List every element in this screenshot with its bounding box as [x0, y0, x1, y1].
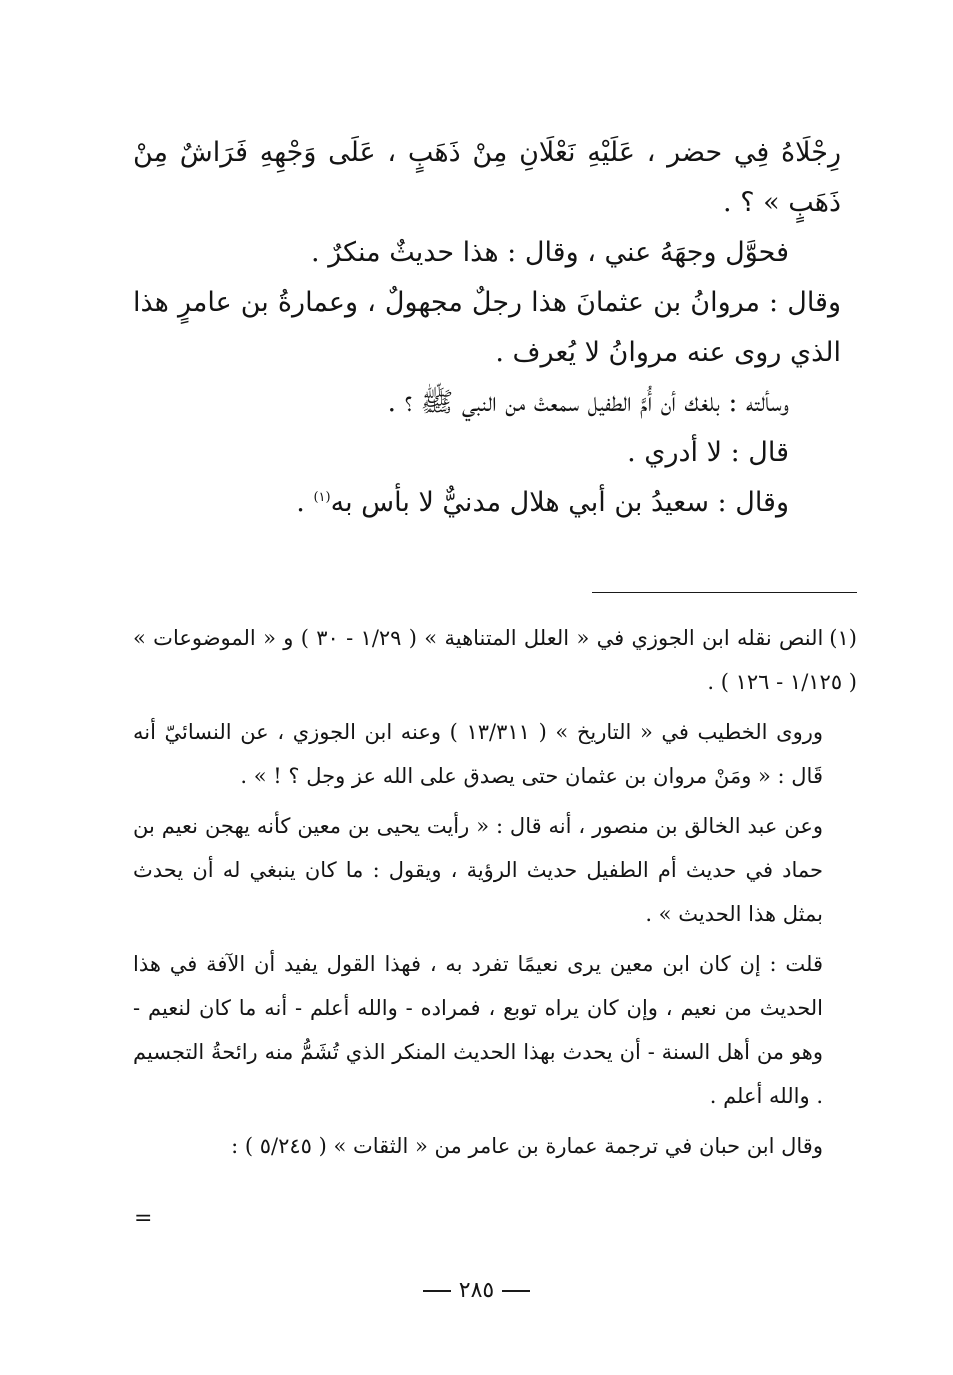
- main-paragraph: وقال : مروانُ بن عثمانَ هذا رجلٌ مجهولٌ ، وعمارةُ بن عامرٍ هذا الذي روى عنه مروانُ لا يُعرف .: [133, 287, 841, 368]
- main-paragraph-text: وقال : سعيدُ بن أبي هلال مدنيٌّ لا بأس به: [330, 487, 789, 518]
- dash-left: [502, 1290, 530, 1292]
- footnote-reference: (١): [313, 490, 331, 505]
- main-paragraph-with-note: [133, 478, 841, 528]
- footnotes: [133, 616, 857, 1174]
- footnote-number: (١): [829, 626, 857, 650]
- footnote-text: النص نقله ابن الجوزي في « العلل المتناهية » ( ١/٢٩ - ٣٠ ) و « الموضوعات » ( ١/١٢٥ - ١٢٦ ) .: [133, 626, 857, 694]
- main-paragraph: قال : لا أدري .: [627, 437, 789, 468]
- footnote-paragraph: قلت : إن كان ابن معين يرى نعيمًا تفرد به ، فهذا القول يفيد أن الآفة في هذا الحديث من نعيم ، وإن كان يراه توبع ، فمراده - والله أعلم - أنه ما كان لنعيم - وهو من أهل السنة - أن يحدث بهذا الحديث المنكر الذي تُشَمُّ منه رائحةُ التجسيم . والله أعلم .: [133, 952, 823, 1108]
- main-paragraph: وسألته : بلغك أن أُمَّ الطفيل سمعتْ من النبي ﷺ ؟ .: [387, 387, 789, 418]
- footnote-paragraph: وعن عبد الخالق بن منصور ، أنه قال : « رأيت يحيى بن معين كأنه يهجن نعيم بن حماد في حديث أم الطفيل حديث الرؤية ، ويقول : ما كان ينبغي له أن يحدث بمثل هذا الحديث » .: [133, 814, 823, 926]
- footnote-1: [133, 616, 857, 704]
- main-paragraph: رِجْلَاهُ فِي حضر ، عَلَيْهِ نَعْلَانِ مِنْ ذَهَبٍ ، عَلَى وَجْهِهِ فَرَاشٌ مِنْ ذَهَبٍ » ؟ .: [133, 137, 841, 218]
- main-paragraph: فحوَّل وجهَهُ عني ، وقال : هذا حديثٌ منكرٌ .: [311, 237, 789, 268]
- main-text: [133, 128, 841, 528]
- page-number-footer: [0, 1276, 953, 1306]
- footnote-separator: [592, 592, 857, 593]
- footnote-paragraph: وقال ابن حبان في ترجمة عمارة بن عامر من « الثقات » ( ٥/٢٤٥ ) :: [231, 1134, 823, 1158]
- main-paragraph-end: .: [296, 487, 314, 518]
- page-number: ٢٨٥: [458, 1278, 495, 1303]
- footnote-paragraph: وروى الخطيب في « التاريخ » ( ١٣/٣١١ ) وعنه ابن الجوزي ، عن النسائيّ أنه قَال : « ومَنْ مروان بن عثمان حتى يصدق على الله عز وجل ؟ ! » .: [133, 720, 823, 788]
- dash-right: [423, 1290, 451, 1292]
- continuation-mark: =: [134, 1206, 153, 1231]
